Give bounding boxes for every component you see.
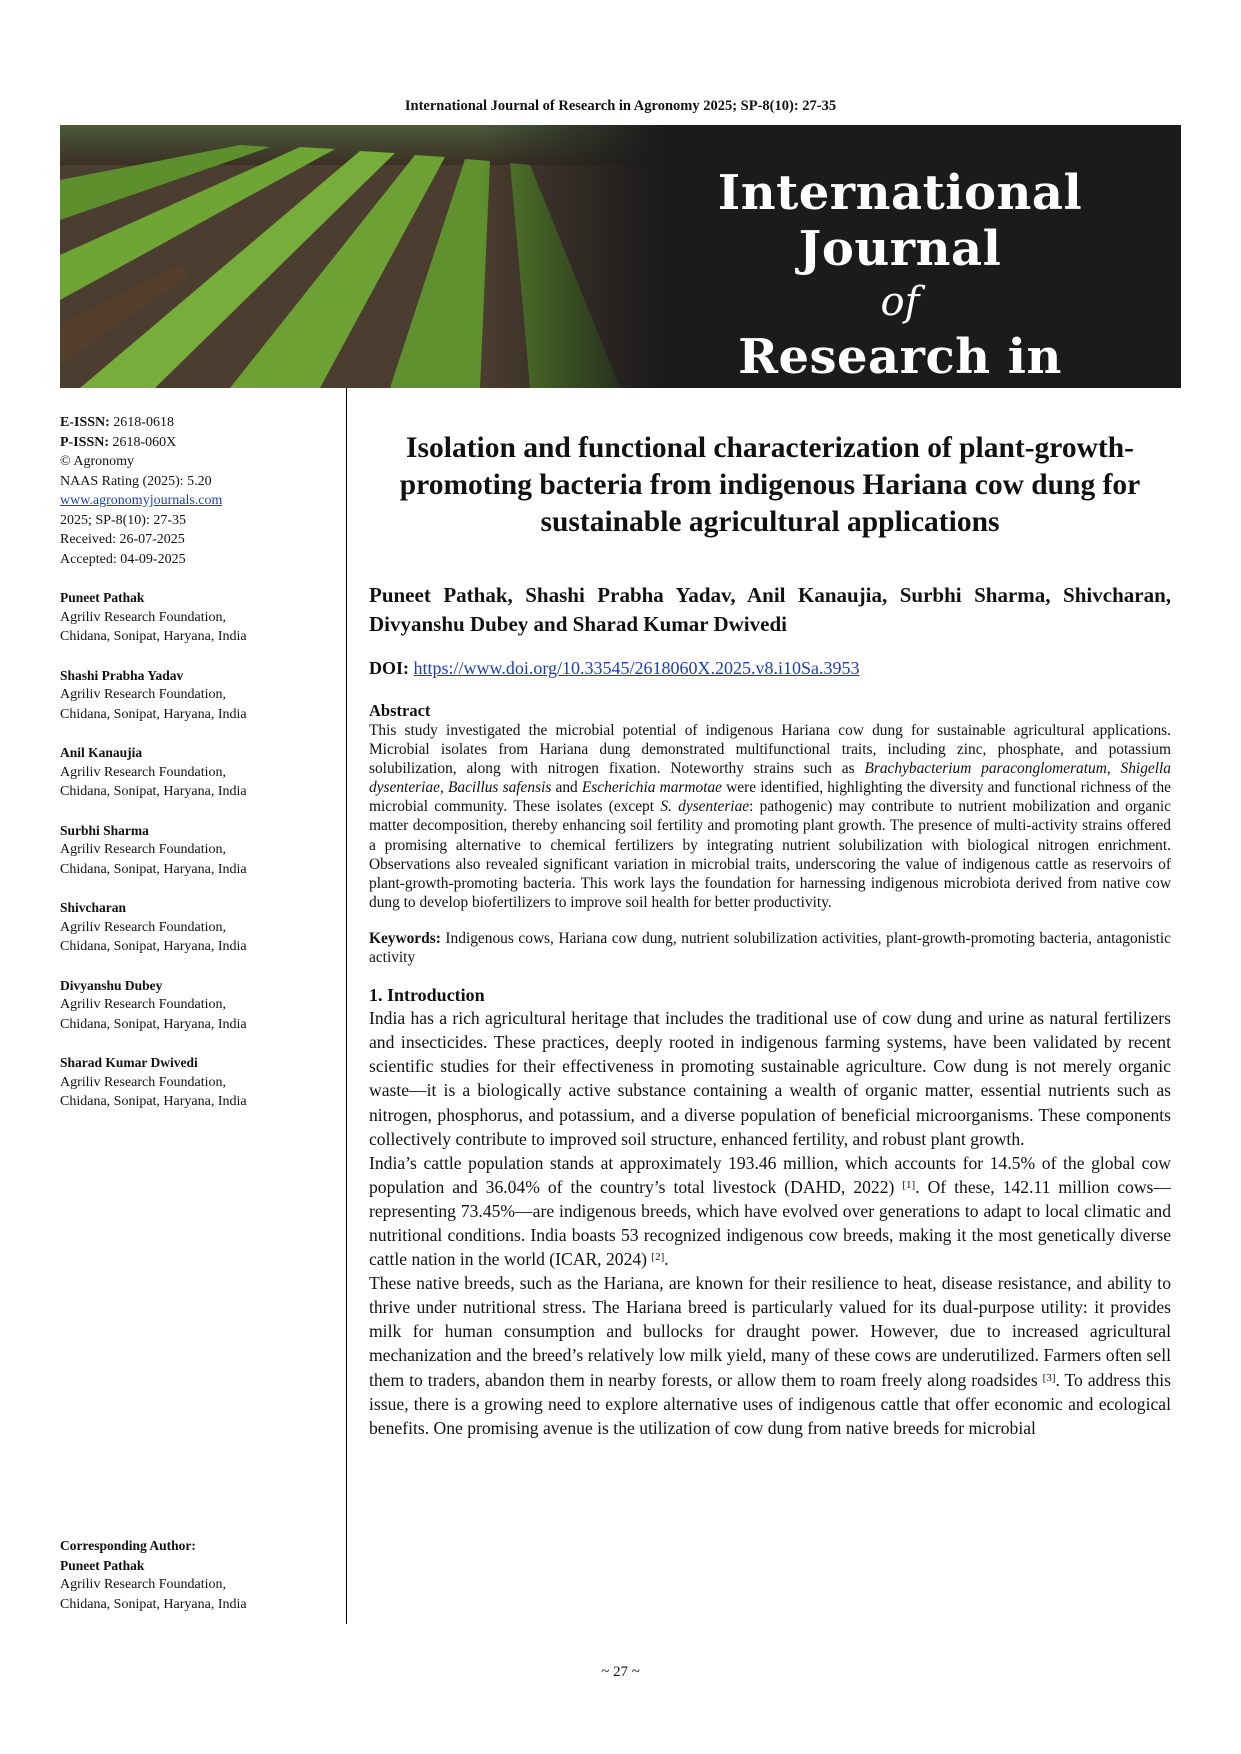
- abstract-heading: Abstract: [369, 701, 431, 720]
- affiliation-line: Agriliv Research Foundation,: [60, 764, 227, 780]
- text-run: India’s cattle population stands at approximately 193.46 million, which accounts for 14.5% of the global cow population and 36.04% of the country’s total livestock (DAHD, 2022): [369, 1152, 1171, 1197]
- citation-ref[interactable]: [3]: [1042, 1371, 1056, 1384]
- intro-paragraph: India has a rich agricultural heritage that includes the traditional use of cow dung and urine as natural fertilizers and insecticides. These practices, deeply rooted in indigenous farming systems, have been validated by recent scientific studies for their effectiveness in promoting sustainable agriculture. Cow dung is not merely organic waste—it is a biologically active substance containing a wealth of organic matter, essential nutrients such as nitrogen, phosphorus, and potassium, and a diverse population of beneficial microorganisms. These components collectively contribute to improved soil structure, enhanced fertility, and robust plant growth.: [369, 1008, 1171, 1149]
- species-name: Shigella dysenteriae: [369, 760, 1171, 797]
- eissn-label: E-ISSN:: [60, 415, 110, 430]
- abstract-part: were identified, highlighting the diversity and functional richness of the microbial community. These isolates (except: [369, 779, 1171, 816]
- affiliation-name: Shivcharan: [60, 900, 127, 915]
- page-number: ~ 27 ~: [601, 1664, 640, 1680]
- running-head: International Journal of Research in Agronomy 2025; SP-8(10): 27-35: [404, 98, 837, 114]
- doi-label: DOI:: [369, 658, 409, 678]
- corresponding-name: Puneet Pathak: [60, 1557, 145, 1573]
- article-title: Isolation and functional characterization of plant-growth-promoting bacteria from indigenous Hariana cow dung for sustainable agricultural applications: [399, 432, 1141, 538]
- journal-meta: [60, 413, 340, 569]
- text-run: .: [664, 1249, 669, 1270]
- intro-text: [369, 1006, 1171, 1440]
- affiliation-line: Agriliv Research Foundation,: [60, 1074, 227, 1090]
- received-date: Received: 26-07-2025: [60, 532, 185, 547]
- naas-rating: NAAS Rating (2025): 5.20: [60, 473, 212, 489]
- text-run: . Of these, 142.11 million cows—representing 73.45%—are indigenous breeds, which have evolved over generations to adapt to local climatic and nutritional conditions. India boasts 53 recognized indigenous cow breeds, making it the most genetically diverse cattle nation in the world (ICAR, 2024): [369, 1176, 1171, 1270]
- accepted-date: Accepted: 04-09-2025: [60, 551, 186, 567]
- citation-ref[interactable]: [2]: [651, 1251, 665, 1264]
- affiliation-line: Agriliv Research Foundation,: [60, 687, 227, 702]
- affiliation: [60, 588, 340, 647]
- abstract-part: : pathogenic) may contribute to nutrient mobilization and organic matter decomposition, thereby enhancing soil fertility and promoting plant growth. The presence of multi-activity strains offered a promising alternative to chemical fertilizers by integrating nutrient solubilization with biological nitrogen enrichment. Observations also revealed significant variation in microbial traits, underscoring the value of indigenous cattle as reservoirs of plant-growth-promoting bacteria. This work lays the foundation for harnessing indigenous microbiota derived from native cow dung to develop biofertilizers to improve soil health for better productivity.: [369, 798, 1171, 911]
- species-name: S. dysenteriae: [660, 798, 750, 816]
- affiliation-line: Chidana, Sonipat, Haryana, India: [60, 629, 247, 644]
- affiliation: [60, 898, 340, 957]
- affiliation: [60, 666, 340, 725]
- abstract-text: [369, 721, 1171, 912]
- affiliation-line: Agriliv Research Foundation,: [60, 997, 227, 1012]
- affiliation-line: Chidana, Sonipat, Haryana, India: [60, 1016, 247, 1032]
- abstract-part: This study investigated the microbial potential of indigenous Hariana cow dung for sustainable agricultural applications. Microbial isolates from Hariana dung demonstrated multifunctional traits, including zinc, phosphate, and potassium solubilization, along with nitrogen fixation. Noteworthy strains such as: [369, 722, 1171, 778]
- intro-paragraph: [369, 1151, 1171, 1271]
- column-divider: [346, 388, 347, 1624]
- banner-title-line3: Research in Agronomy: [738, 329, 1062, 445]
- doi-line: [369, 658, 1171, 679]
- sidebar: [60, 413, 340, 1112]
- issue-info: 2025; SP-8(10): 27-35: [60, 512, 186, 528]
- affiliation-name: Surbhi Sharma: [60, 822, 149, 838]
- affiliation-name: Puneet Pathak: [60, 590, 145, 605]
- affiliation: [60, 743, 340, 802]
- abstract-part: ,: [439, 779, 448, 797]
- doi-link[interactable]: https://www.doi.org/10.33545/2618060X.2025.v8.i10Sa.3953: [413, 658, 860, 678]
- corresponding-line: Chidana, Sonipat, Haryana, India: [60, 1596, 247, 1612]
- corresponding-author: [60, 1536, 340, 1614]
- species-name: Bacillus safensis: [447, 779, 552, 797]
- keywords: [369, 929, 1171, 967]
- affiliation-name: Anil Kanaujia: [60, 745, 143, 760]
- intro-paragraph: [369, 1271, 1171, 1440]
- intro-heading: 1. Introduction: [369, 985, 485, 1006]
- affiliation: [60, 1053, 340, 1112]
- corresponding-line: Agriliv Research Foundation,: [60, 1577, 227, 1592]
- keywords-label: Keywords:: [369, 929, 441, 947]
- affiliation-line: Chidana, Sonipat, Haryana, India: [60, 706, 247, 722]
- crop-field-photo: [60, 125, 660, 388]
- abstract-part: and: [551, 779, 582, 797]
- affiliation-line: Chidana, Sonipat, Haryana, India: [60, 784, 247, 799]
- affiliation-name: Divyanshu Dubey: [60, 977, 163, 993]
- affiliation: [60, 976, 340, 1035]
- corresponding-heading: Corresponding Author:: [60, 1538, 196, 1553]
- species-name: Brachybacterium paraconglomeratum: [864, 760, 1107, 778]
- text-run: These native breeds, such as the Hariana, are known for their resilience to heat, disease resistance, and ability to thrive under nutritional stress. The Hariana breed is particularly valued for its dual-purpose utility: it provides milk for human consumption and bullocks for draught power. However, due to increased agricultural mechanization and the breed’s relatively low milk yield, many of these cows are underutilized. Farmers often sell them to traders, abandon them in nearby forests, or allow them to roam freely along roadsides: [369, 1273, 1171, 1390]
- keywords-text: Indigenous cows, Hariana cow dung, nutrient solubilization activities, plant-growth-promoting bacteria, antagonistic activity: [369, 929, 1171, 967]
- banner-title-line2: of: [880, 279, 920, 325]
- pissn: 2618-060X: [109, 434, 177, 450]
- affiliation-name: Shashi Prabha Yadav: [60, 667, 184, 683]
- article-body: [369, 430, 1171, 1440]
- pissn-label: P-ISSN:: [60, 434, 110, 450]
- affiliation-name: Sharad Kumar Dwivedi: [60, 1055, 198, 1070]
- affiliation-line: Chidana, Sonipat, Haryana, India: [60, 861, 247, 877]
- banner-title: [620, 165, 1180, 447]
- affiliation: [60, 821, 340, 880]
- eissn: 2618-0618: [109, 415, 174, 430]
- banner-title-line1: International Journal: [717, 165, 1083, 277]
- citation-ref[interactable]: [1]: [902, 1178, 916, 1191]
- affiliation-line: Chidana, Sonipat, Haryana, India: [60, 1094, 247, 1109]
- species-name: Escherichia marmotae: [581, 779, 722, 797]
- affiliation-line: Agriliv Research Foundation,: [60, 919, 227, 935]
- affiliation-line: Agriliv Research Foundation,: [60, 842, 227, 857]
- text-run: . To address this issue, there is a growing need to explore alternative uses of indigenous cattle that offer economic and ecological benefits. One promising avenue is the utilization of cow dung from native breeds for microbial: [369, 1369, 1171, 1438]
- affiliation-line: Chidana, Sonipat, Haryana, India: [60, 939, 247, 954]
- affiliation-line: Agriliv Research Foundation,: [60, 609, 227, 625]
- article-authors: Puneet Pathak, Shashi Prabha Yadav, Anil Kanaujia, Surbhi Sharma, Shivcharan, Divyanshu Dubey and Sharad Kumar Dwivedi: [369, 583, 1171, 636]
- copyright: © Agronomy: [60, 454, 135, 469]
- abstract-part: ,: [1106, 760, 1121, 778]
- journal-website-link[interactable]: www.agronomyjournals.com: [60, 493, 223, 508]
